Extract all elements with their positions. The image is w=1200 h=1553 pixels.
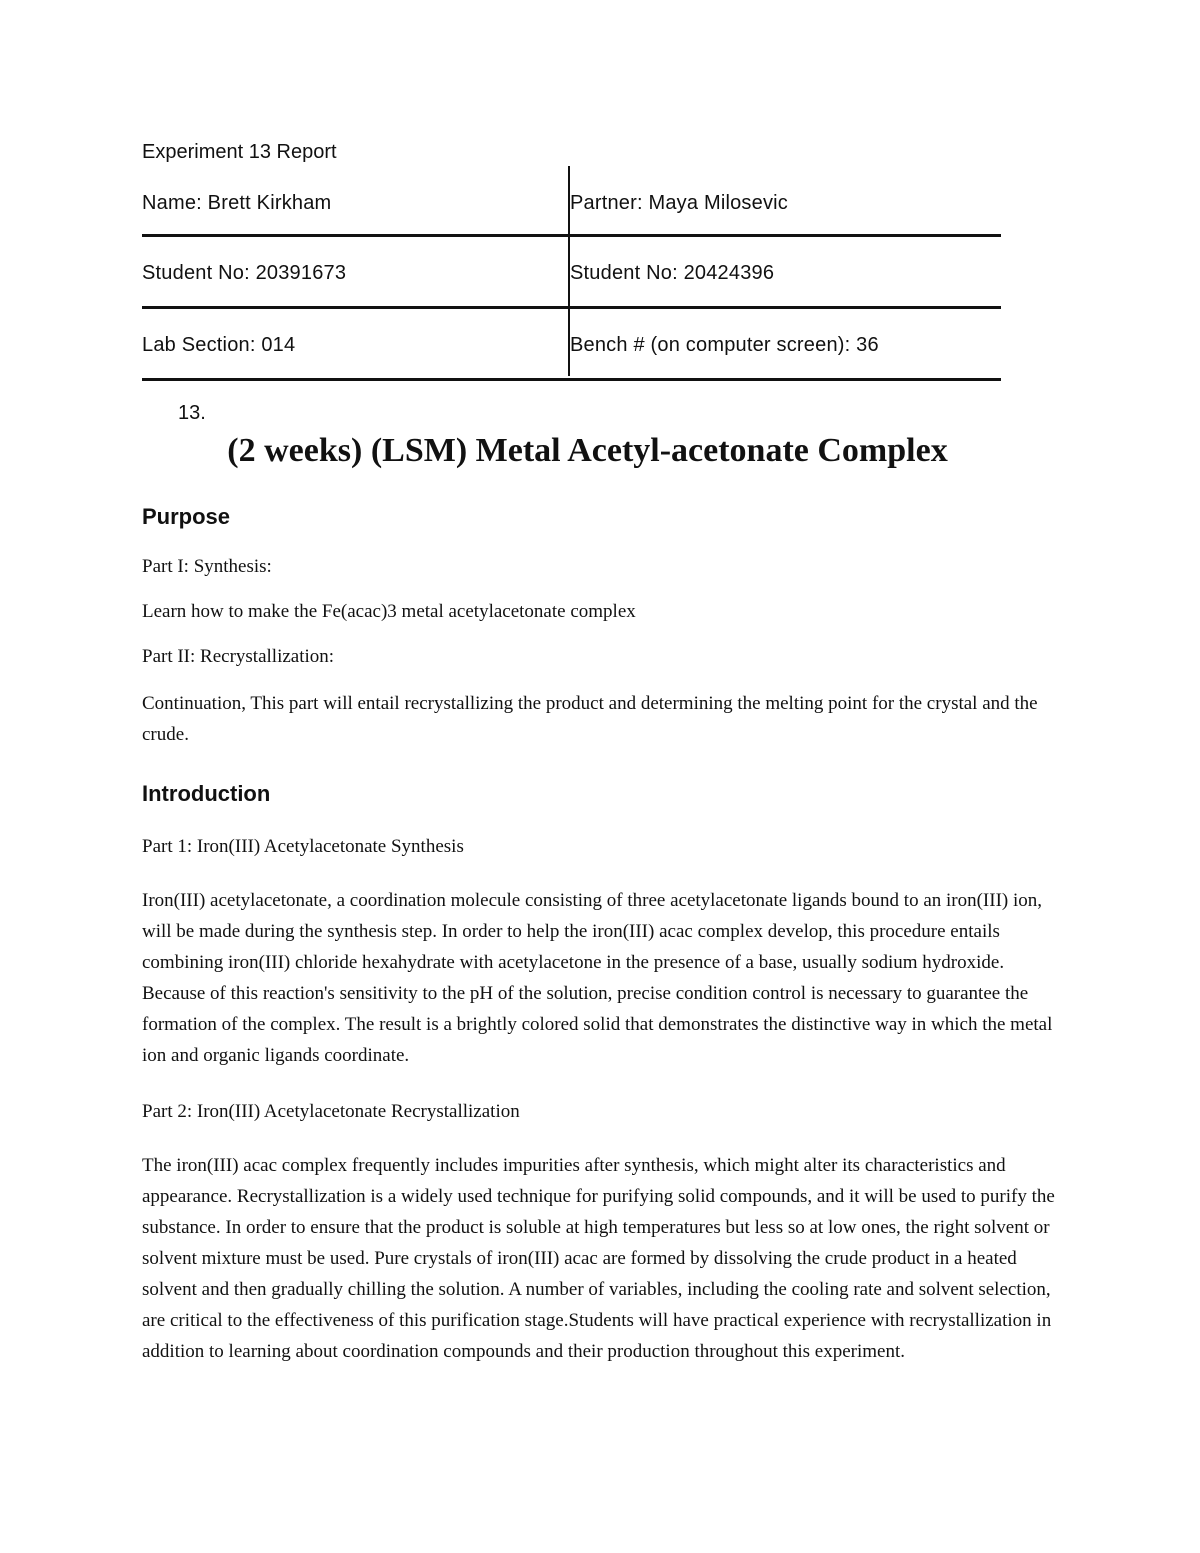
intro-part2-text: The iron(III) acac complex frequently includes impurities after synthesis, which might alter its characteristics and appearance. Recrystallization is a widely used technique for purifying solid compounds, and it will be used to purify the substance. In order to ensure that the product is soluble at high temperatures but less so at low ones, the right solvent or solvent mixture must be used. Pure crystals of iron(III) acac are formed by dissolving the crude product in a heated solvent and then gradually chilling the solution. A number of variables, including the cooling rate and solvent selection, are critical to the effectiveness of this purification stage.Students will have practical experience with recrystallization in addition to learning about coordination compounds and their production throughout this experiment. xyxy=(142,1155,1055,1362)
student-no-cell: Student No: 20391673 xyxy=(142,262,347,284)
partner-student-no-cell: Student No: 20424396 xyxy=(570,262,775,284)
main-heading: (2 weeks) (LSM) Metal Acetyl-acetonate Complex xyxy=(227,432,948,469)
purpose-part1-text: Learn how to make the Fe(acac)3 metal acetylacetonate complex xyxy=(142,601,636,622)
purpose-part2-label: Part II: Recrystallization: xyxy=(142,646,335,667)
purpose-part2-text: Continuation, This part will entail recrystallizing the product and determining the melting point for the crystal and the crude. xyxy=(142,693,1038,745)
introduction-heading: Introduction xyxy=(142,781,271,806)
bench-cell: Bench # (on computer screen): 36 xyxy=(570,334,879,356)
lab-section-cell: Lab Section: 014 xyxy=(142,334,296,356)
purpose-heading: Purpose xyxy=(142,504,231,529)
partner-cell: Partner: Maya Milosevic xyxy=(570,192,788,214)
table-row xyxy=(142,168,1001,237)
intro-part1-text: Iron(III) acetylacetonate, a coordination molecule consisting of three acetylacetonate ligands bound to an iron(III) ion, will be made during the synthesis step. In order to help the iron(III) acac complex develop, this procedure entails combining iron(III) chloride hexahydrate with acetylacetone in the presence of a base, usually sodium hydroxide. Because of this reaction's sensitivity to the pH of the solution, precise condition control is necessary to guarantee the formation of the complex. The result is a brightly colored solid that demonstrates the distinctive way in which the metal ion and organic ligands coordinate. xyxy=(142,890,1053,1066)
table-row xyxy=(142,309,1001,381)
name-cell: Name: Brett Kirkham xyxy=(142,192,332,214)
purpose-part1-label: Part I: Synthesis: xyxy=(142,556,272,577)
info-table xyxy=(142,168,1001,381)
intro-part1-label: Part 1: Iron(III) Acetylacetonate Synthesis xyxy=(142,836,464,857)
intro-part2-label: Part 2: Iron(III) Acetylacetonate Recrystallization xyxy=(142,1101,520,1122)
document-title: Experiment 13 Report xyxy=(142,141,337,163)
table-row xyxy=(142,237,1001,309)
section-number: 13. xyxy=(178,402,206,424)
